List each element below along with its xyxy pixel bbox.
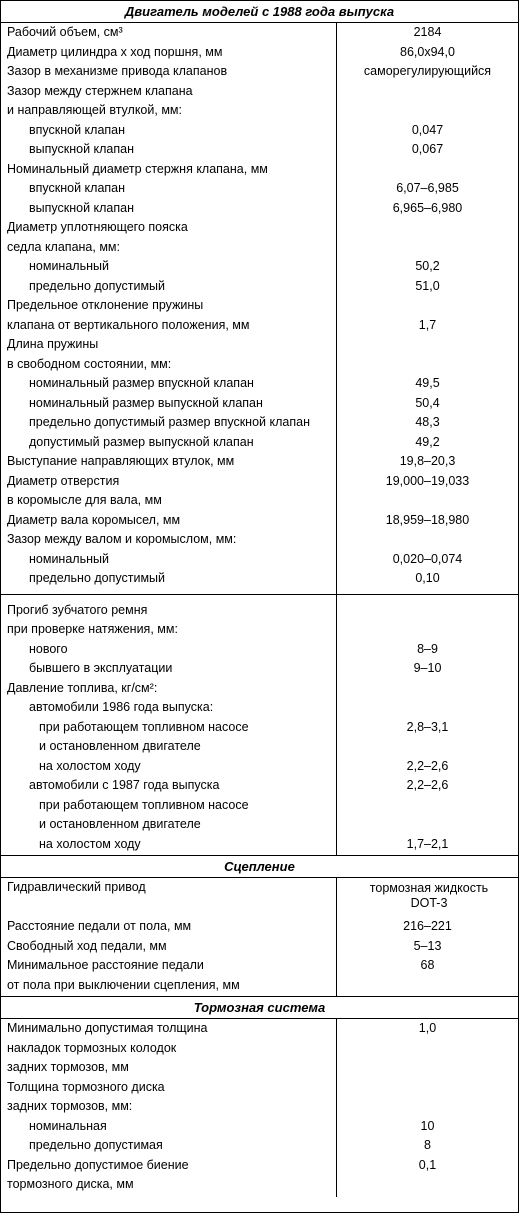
spec-row [1,917,518,937]
spec-label: предельно допустимая [29,1138,163,1152]
spec-label: при проверке натяжения, мм: [7,622,178,636]
spec-row [1,956,518,976]
spec-row [1,238,518,258]
spec-label: автомобили 1986 года выпуска: [29,700,214,714]
spec-label: Зазор между стержнем клапана [7,83,193,98]
spec-row [1,1097,518,1117]
spec-row [1,737,518,757]
spec-value: 1,0 [418,1021,437,1035]
column-divider [336,23,337,856]
spec-row [1,1175,518,1195]
spec-row [1,698,518,718]
spec-label: при работающем топливном насосе [39,797,249,812]
spec-row [1,23,518,43]
spec-value: 48,3 [415,415,440,429]
spec-label: Диаметр уплотняющего пояска [7,220,188,234]
spec-row [1,433,518,453]
spec-label: Расстояние педали от пола, мм [7,919,192,933]
spec-label: при работающем топливном насосе [39,719,249,734]
spec-row [1,776,518,796]
spec-label: номинальный [29,551,109,566]
spec-value: 6,07–6,985 [396,181,459,195]
spec-label: седла клапана, мм: [7,239,120,254]
spec-value: 51,0 [415,278,440,293]
spec-label: Минимально допустимая толщина [7,1021,208,1035]
spec-value: 0,1 [418,1157,437,1172]
spec-value: 8 [424,1138,431,1152]
spec-value: 49,2 [415,434,440,449]
spec-row [1,374,518,394]
spec-value: 0,10 [415,571,440,585]
column-divider [336,1019,337,1197]
spec-label: Свободный ход педали, мм [7,938,167,953]
spec-row [1,101,518,121]
spec-value: 9–10 [413,661,442,675]
spec-label: задних тормозов, мм: [7,1099,133,1113]
spec-row [1,659,518,679]
spec-value: саморегулирующийся [363,64,492,78]
spec-row [1,355,518,375]
column-divider [336,878,337,997]
spec-row [1,472,518,492]
spec-label: допустимый размер выпускной клапан [29,434,254,449]
spec-label: и остановленном двигателе [39,739,201,753]
spec-row [1,1136,518,1156]
spec-row [1,199,518,219]
spec-row [1,620,518,640]
spec-label: предельно допустимый [29,571,166,585]
spec-label: задних тормозов, мм [7,1060,129,1074]
section-title: Сцепление [224,859,295,874]
spec-row [1,530,518,550]
spec-label: Длина пружины [7,337,99,351]
spec-label: Диаметр цилиндра х ход поршня, мм [7,44,223,59]
spec-row [1,1078,518,1098]
spec-row [1,796,518,816]
spec-label: в свободном состоянии, мм: [7,356,172,371]
spec-label: Предельное отклонение пружины [7,298,204,312]
spec-row [1,296,518,316]
spec-label: накладок тормозных колодок [7,1040,177,1055]
spec-row [1,82,518,102]
spec-row [1,394,518,414]
spec-value: 1,7 [418,317,437,332]
spec-row [1,218,518,238]
spec-value: 86,0x94,0 [400,44,455,59]
spec-value: 5–13 [413,938,442,953]
spec-value: 6,965–6,980 [392,200,463,215]
spec-value: 50,2 [415,259,440,273]
spec-label: Зазор между валом и коромыслом, мм: [7,532,237,546]
section-title: Тормозная система [193,1000,326,1015]
spec-value: 19,000–19,033 [385,473,470,488]
spec-label: тормозного диска, мм [7,1177,134,1191]
spec-row [1,413,518,433]
spec-value: 0,047 [411,122,444,137]
spec-row [1,160,518,180]
spec-label: на холостом ходу [39,758,141,773]
group-divider [1,594,518,595]
spec-row [1,937,518,957]
spec-label: клапана от вертикального положения, мм [7,317,250,332]
spec-label: предельно допустимый размер впускной клапан [29,415,310,429]
spec-row [1,1058,518,1078]
spec-value: 2,2–2,6 [406,758,449,773]
spec-value: 18,959–18,980 [385,512,470,527]
spec-label: предельно допустимый [29,278,166,293]
spec-label: Диаметр отверстия [7,473,120,488]
spec-value: 19,8–20,3 [399,454,456,468]
spec-row [1,601,518,621]
spec-label: автомобили с 1987 года выпуска [29,778,220,792]
spec-label: Рабочий объем, см³ [7,25,123,39]
spec-row [1,1156,518,1176]
spec-label: Выступание направляющих втулок, мм [7,454,235,468]
spec-value: тормозная жидкость DOT-3 [369,881,489,910]
spec-label: впускной клапан [29,181,126,195]
spec-label: номинальный размер впускной клапан [29,376,254,390]
spec-label: номинальная [29,1118,107,1133]
spec-value: 50,4 [415,395,440,410]
spec-row [1,62,518,82]
spec-row [1,121,518,141]
spec-value: 2184 [413,25,442,39]
spec-label: выпускной клапан [29,200,135,215]
spec-row [1,43,518,63]
spec-row [1,815,518,835]
spec-row [1,257,518,277]
spec-row [1,491,518,511]
spec-label: номинальный размер выпускной клапан [29,395,263,410]
spec-label: выпускной клапан [29,142,135,156]
spec-value: 0,020–0,074 [392,551,463,566]
spec-row [1,277,518,297]
spec-label: Номинальный диаметр стержня клапана, мм [7,161,268,176]
spec-label: на холостом ходу [39,836,141,851]
spec-label: Зазор в механизме привода клапанов [7,64,228,78]
spec-value: 2,2–2,6 [406,778,449,792]
spec-row [1,640,518,660]
spec-row [1,1117,518,1137]
spec-row [1,335,518,355]
spec-row [1,718,518,738]
spec-label: и направляющей втулкой, мм: [7,103,182,117]
spec-row [1,1039,518,1059]
spec-row [1,1019,518,1039]
spec-row [1,878,518,917]
spec-label: Диаметр вала коромысел, мм [7,512,181,527]
spec-value: 0,067 [411,142,444,156]
spec-value: 1,7–2,1 [406,836,449,851]
spec-row [1,140,518,160]
spec-row [1,976,518,996]
spec-label: Давление топлива, кг/см²: [7,680,158,695]
spec-row [1,679,518,699]
spec-label: Толщина тормозного диска [7,1079,165,1094]
spec-row [1,569,518,589]
spec-row [1,452,518,472]
spec-label: нового [29,641,68,656]
spec-label: бывшего в эксплуатации [29,661,173,675]
spec-value: 216–221 [403,919,452,933]
spec-row [1,835,518,855]
spec-label: номинальный [29,259,109,273]
spec-row [1,550,518,570]
spec-label: Прогиб зубчатого ремня [7,602,148,617]
spec-label: Предельно допустимое биение [7,1157,189,1172]
spec-row [1,179,518,199]
section-title: Двигатель моделей с 1988 года выпуска [124,4,395,19]
spec-value: 2,8–3,1 [406,719,449,734]
spec-label: впускной клапан [29,122,126,137]
spec-value: 49,5 [415,376,440,390]
spec-row [1,757,518,777]
spec-value: 8–9 [417,641,438,656]
spec-row [1,316,518,336]
spec-label: от пола при выключении сцепления, мм [7,977,240,992]
spec-label: Гидравлический привод [7,880,146,894]
spec-value: 68 [420,958,435,972]
spec-label: в коромысле для вала, мм [7,493,162,507]
spec-value: 10 [420,1118,435,1133]
spec-row [1,511,518,531]
spec-label: и остановленном двигателе [39,817,201,831]
spec-label: Минимальное расстояние педали [7,958,204,972]
